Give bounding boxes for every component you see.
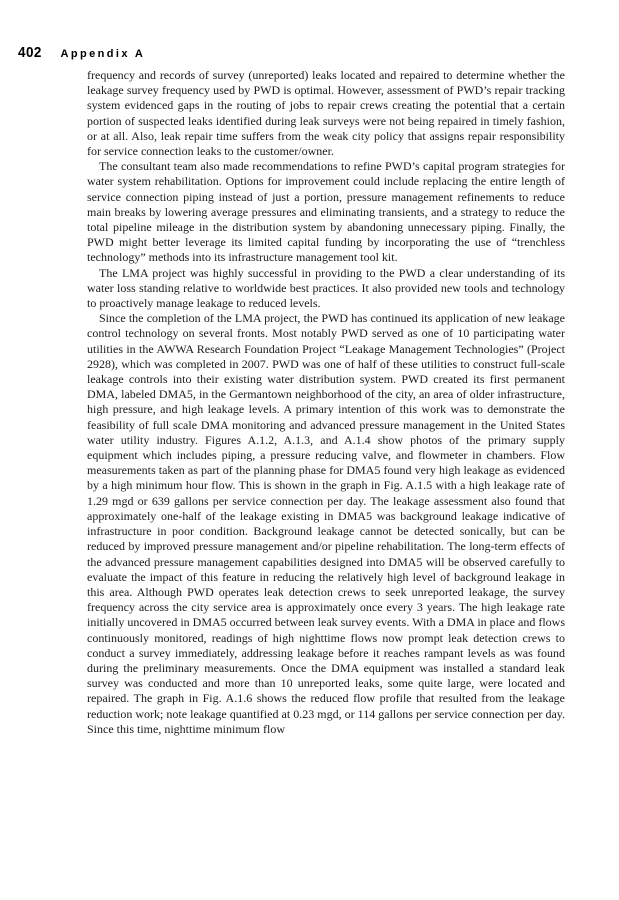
paragraph-lma-success: The LMA project was highly successful in providing to the PWD a clear understanding of its water loss standing relative to worldwide best practices. It also provided new tools and technology to proactively manage leakage to reduced levels. bbox=[87, 265, 565, 311]
running-head bbox=[18, 44, 145, 64]
body-text bbox=[87, 68, 565, 737]
paragraph-capital-program: The consultant team also made recommendations to refine PWD’s capital program strategies for water system rehabilitation. Options for improvement could include replacing the entire length of service connection piping instead of just a portion, pressure management refinements to reduce main breaks by lowering average pressures and eliminating transients, and a strategy to reduce the total pipeline mileage in the distribution system by abandoning unnecessary piping. Finally, the PWD might better leverage its limited capital funding by incorporating the use of “trenchless technology” methods into its infrastructure management tool kit. bbox=[87, 159, 565, 265]
section-title: Appendix A bbox=[60, 48, 146, 60]
page-number: 402 bbox=[18, 44, 42, 61]
paragraph-continued: frequency and records of survey (unreported) leaks located and repaired to determine whether the leakage survey frequency used by PWD is optimal. However, assessment of PWD’s repair tracking system evidenced gaps in the routing of jobs to repair crews creating the potential that a certain portion of suspected leaks identified during leak surveys were not being repaired in timely fashion, or at all. Also, leak repair time suffers from the weak city policy that assigns repair responsibility for service connection leaks to the customer/owner. bbox=[87, 68, 565, 159]
paragraph-dma5: Since the completion of the LMA project, the PWD has continued its application of new leakage control technology on several fronts. Most notably PWD served as one of 10 participating water utilities in the AWWA Research Foundation Project “Leakage Management Technologies” (Project 2928), which was completed in 2007. PWD was one of half of these utilities to construct full-scale leakage controls into their existing water distribution system. PWD created its first permanent DMA, labeled DMA5, in the Germantown neighborhood of the city, an area of older infrastructure, high pressure, and high leakage levels. A primary intention of this work was to demonstrate the feasibility of full scale DMA monitoring and advanced pressure management in the United States water utility industry. Figures A.1.2, A.1.3, and A.1.4 show photos of the primary supply equipment which includes piping, a pressure reducing valve, and flowmeter in chambers. Flow measurements taken as part of the planning phase for DMA5 found very high leakage as evidenced by a high minimum hour flow. This is shown in the graph in Fig. A.1.5 with a high leakage rate of 1.29 mgd or 639 gallons per service connection per day. The leakage assessment also found that approximately one-half of the leakage existing in DMA5 was background leakage indicative of infrastructure in poor condition. Background leakage cannot be detected sonically, but can be reduced by improved pressure management and/or pipeline rehabilitation. The long-term effects of the advanced pressure management capabilities designed into DMA5 will be observed carefully to evaluate the impact of this feature in reducing the relatively high level of background leakage in this area. Although PWD operates leak detection crews to seek unreported leakage, the survey frequency across the city service area is approximately once every 3 years. The high leakage rate initially uncovered in DMA5 occurred between leak survey events. With a DMA in place and flows continuously monitored, readings of high nighttime flows now prompt leak detection crews to conduct a survey immediately, addressing leakage before it reaches rampant levels as was found during the preliminary measurements. Once the DMA equipment was installed a standard leak survey was conducted and more than 10 unreported leaks, some quite large, were located and repaired. The graph in Fig. A.1.6 shows the reduced flow profile that resulted from the leakage reduction work; note leakage quantified at 0.23 mgd, or 114 gallons per service connection per day. Since this time, nighttime minimum flow bbox=[87, 311, 565, 736]
